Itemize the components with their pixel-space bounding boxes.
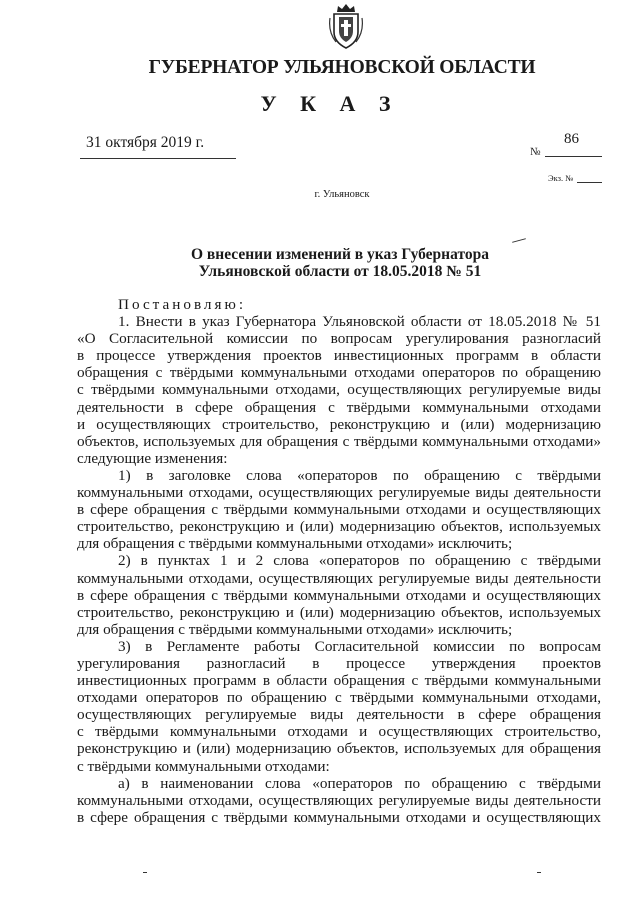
body-line: 2) в пунктах 1 и 2 слова «операторов по обращению с твёрдыми (118, 552, 601, 570)
body-line: инвестиционных программ в области обращения с твёрдыми коммунальными (77, 672, 601, 690)
body-line: строительство, реконструкцию и (или) модернизацию объектов, используемых (77, 603, 601, 621)
body-line: Постановляю: (118, 296, 247, 313)
body-line: следующие изменения: (77, 449, 228, 467)
heading-line: Ульяновской области от 18.05.2018 № 51 (198, 263, 482, 280)
body-line: в сфере обращения с твёрдыми коммунальными отходами и осуществляющих (77, 501, 601, 519)
body-line: коммунальными отходами, осуществляющих регулируемые виды деятельности (77, 791, 601, 809)
city: г. Ульяновск (314, 189, 370, 200)
body-line: и осуществляющих строительство, реконструкцию и (или) модернизацию (77, 415, 601, 433)
document-number: 86 (564, 131, 579, 147)
body-line: обращения с твёрдыми коммунальными отходами операторов по обращению (77, 364, 601, 382)
heading-line: О внесении изменений в указ Губернатора (191, 246, 489, 263)
body-line: деятельности в сфере обращения с твёрдыми коммунальными отходами (77, 398, 601, 416)
body-line: урегулирования разногласий в процессе утверждения проектов (77, 654, 601, 672)
body-line: «О Согласительной комиссии по вопросам урегулирования разногласий (77, 330, 601, 348)
document-type: У К А З (260, 91, 400, 116)
body-line: реконструкцию и (или) модернизацию объектов, используемых для обращения (77, 740, 601, 758)
document-heading (0, 246, 640, 280)
body-line: с твёрдыми коммунальными отходами, осуществляющих регулируемые виды (77, 381, 601, 399)
body-line: осуществляющих регулируемые виды деятельности в сфере обращения (77, 706, 601, 724)
body-line: в сфере обращения с твёрдыми коммунальными отходами и осуществляющих (77, 586, 601, 604)
issuer-title: ГУБЕРНАТОР УЛЬЯНОВСКОЙ ОБЛАСТИ (148, 57, 536, 78)
document-date: 31 октября 2019 г. (86, 134, 205, 151)
body-line: в процессе утверждения проектов инвестиционных программ в области (77, 347, 601, 365)
number-underline (545, 156, 602, 157)
pen-mark (512, 238, 526, 243)
body-line: с твёрдыми коммунальными отходами и осуществляющих строительство, (77, 723, 601, 741)
copy-number-underline (577, 182, 602, 183)
body-line: коммунальными отходами, осуществляющих регулируемые виды деятельности (77, 484, 601, 502)
scan-mark (143, 872, 147, 873)
coat-of-arms-icon (328, 2, 364, 50)
body-line: объектов, используемых для обращения с твёрдыми коммунальными отходами» (77, 432, 601, 450)
body-line: отходами операторов по обращению с твёрдыми коммунальными отходами, (77, 689, 601, 707)
body-line: коммунальными отходами, осуществляющих регулируемые виды деятельности (77, 569, 601, 587)
body-line: а) в наименовании слова «операторов по обращению с твёрдыми (118, 774, 601, 792)
copy-number-label: Экз. № (548, 173, 574, 183)
scan-mark (537, 872, 541, 873)
body-line: 3) в Регламенте работы Согласительной комиссии по вопросам (118, 637, 601, 655)
body-line: в сфере обращения с твёрдыми коммунальными отходами и осуществляющих (77, 808, 601, 826)
body-line: с твёрдыми коммунальными отходами: (77, 757, 330, 775)
body-line: для обращения с твёрдыми коммунальными отходами» исключить; (77, 535, 513, 553)
number-label: № (530, 146, 541, 158)
body-line: 1. Внести в указ Губернатора Ульяновской области от 18.05.2018 № 51 (118, 313, 601, 331)
body-line: строительство, реконструкцию и (или) модернизацию объектов, используемых (77, 518, 601, 536)
body-line: для обращения с твёрдыми коммунальными отходами» исключить; (77, 620, 513, 638)
date-underline (80, 158, 236, 159)
document-body (77, 296, 601, 826)
body-line: 1) в заголовке слова «операторов по обращению с твёрдыми (118, 466, 601, 484)
